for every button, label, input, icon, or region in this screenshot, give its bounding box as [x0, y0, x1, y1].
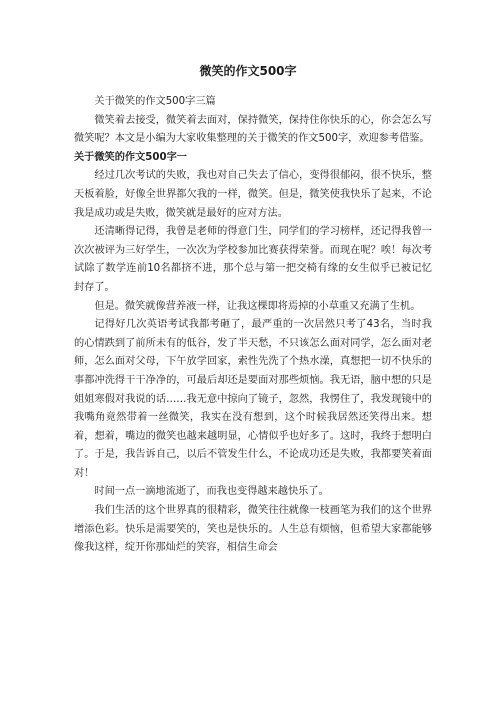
- body-paragraph: 时间一点一滴地流逝了，而我也变得越来越快乐了。: [94, 486, 329, 498]
- body-paragraph: 但是。微笑就像营养液一样，让我这棵即将焉掉的小草重又充满了生机。: [94, 300, 421, 312]
- document-body: [74, 93, 432, 558]
- document-title: 微笑的作文500字: [199, 64, 297, 78]
- section-heading: 关于微笑的作文500字一: [74, 151, 187, 163]
- body-paragraph: 我们生活的这个世界真的很精彩，微笑往往就像一枝画笔为我们的这个世界增添色彩。快乐是需要笑的，笑也是快乐的。人生总有烦恼，但希望大家都能够像我这样，绽开你那灿烂的笑容，相信生命会: [74, 505, 432, 554]
- body-paragraph: 还清晰得记得，我曾是老师的得意门生，同学们的学习榜样，还记得我曾一次次被评为三好学生，一次次为学校参加比赛获得荣誉。而现在呢？唉！每次考试除了数学连前10名都挤不进，那个总与第一把交椅有缘的女生似乎已被记忆封存了。: [74, 226, 432, 293]
- subtitle-paragraph: 关于微笑的作文500字三篇: [94, 96, 216, 107]
- body-paragraph: 经过几次考试的失败，我也对自己失去了信心，变得很郁闷，很不快乐，整天板着脸，好像全世界都欠我的一样，微笑。但是，微笑使我快乐了起来，不论我是成功或是失败，微笑就是最好的应对方法。: [74, 170, 432, 219]
- intro-paragraph: 微笑着去接受，微笑着去面对，保持微笑，保持住你快乐的心，你会怎么写微笑呢？本文是小编为大家收集整理的关于微笑的作文500字，欢迎参考借鉴。: [74, 114, 432, 145]
- body-paragraph: 记得好几次英语考试我都考砸了，最严重的一次居然只考了43名，当时我的心情跌到了前所未有的低谷，发了半天愁，不只该怎么面对同学，怎么面对老师，怎么面对父母，下午放学回家，索性先洗了个热水澡，真想把一切不快乐的事都冲洗得干干净净的，可最后却还是要面对那些烦恼。我无语，脑中想的只是姐姐寒假对我说的话……我无意中掠向了镜子，忽然，我愣住了，我发现镜中的我嘴角竟然带着一丝微笑，我实在没有想到，这个时候我居然还笑得出来。想着，想着，嘴边的微笑也越来越明显，心情似乎也好多了。这时，我终于想明白了。于是，我告诉自己，以后不管发生什么，不论成功还是失败，我都要笑着面对！: [74, 319, 432, 479]
